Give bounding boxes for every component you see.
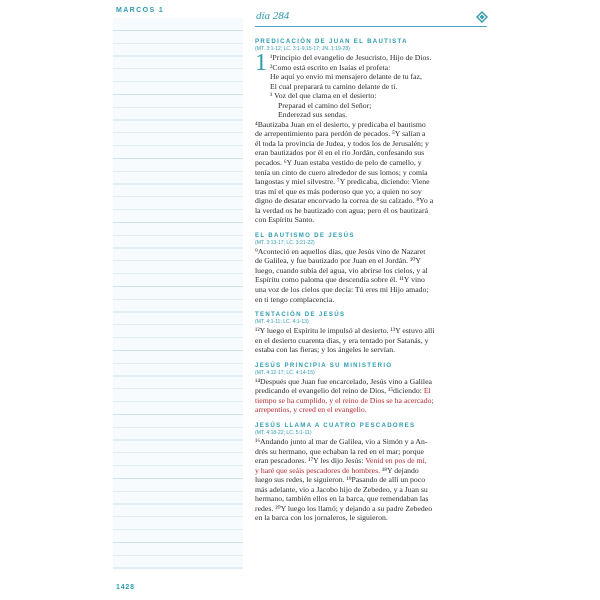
poetry-line: El cual preparará tu camino delante de ti.: [270, 81, 398, 91]
notes-column[interactable]: [113, 18, 243, 570]
section-text: [255, 50, 487, 225]
words-of-jesus: tiempo se ha cumplido, y el reino de Dios se ha acercado;: [255, 395, 434, 405]
section-tentacion-jesus: [255, 311, 487, 355]
paragraph-text: predicando el evangelio del reino de Dios, ¹⁵diciendo:: [255, 386, 422, 396]
section-heading: JESÚS LLAMA A CUATRO PESCADORES: [255, 421, 416, 429]
paragraph-line: en ti tengo complacencia.: [255, 294, 335, 304]
section-pescadores: [255, 422, 487, 523]
section-text: [255, 247, 487, 304]
section-references: (MT. 4:1-11; LC. 4:1-13): [255, 319, 309, 326]
paragraph-line: [255, 386, 487, 396]
poetry-line: ³ Voz del que clama en el desierto:: [270, 91, 377, 101]
paragraph-line: digno de desatar encorvado la correa de su calzado. ⁸Yo a: [255, 196, 434, 206]
paragraph-line: una voz de los cielos que decía: Tú eres mi Hijo amado;: [255, 285, 429, 295]
section-references: (MT. 4:18-22; LC. 5:1-11): [255, 429, 312, 436]
verse-line: ²Como está escrito en Isaías el profeta:: [270, 62, 391, 72]
day-label: día 284: [256, 10, 290, 22]
paragraph-line: en la barca con los jornaleros, le siguieron.: [255, 513, 388, 523]
paragraph-text: ¹⁸Y dejando: [381, 465, 419, 475]
paragraph-line: tras mí el que es más poderoso que yo, a quien no soy: [255, 186, 422, 196]
paragraph-line: de arrepentimiento para perdón de pecados. ⁵Y salían a: [255, 129, 426, 139]
paragraph-line: de Galilea, y fue bautizado por Juan en el Jordán. ¹⁰Y: [255, 256, 421, 266]
paragraph-line: Espíritu como paloma que descendía sobre él. ¹¹Y vino: [255, 275, 425, 285]
words-of-jesus: El: [423, 386, 431, 396]
section-references: (MT. 3:13-17; LC. 3:21-22): [255, 239, 315, 246]
paragraph-line: ⁹Aconteció en aquellos días, que Jesús vino de Nazaret: [255, 246, 426, 256]
leaf-icon: [476, 11, 488, 23]
section-ministerio: [255, 362, 487, 415]
poetry-line: Preparad el camino del Señor;: [278, 100, 372, 110]
paragraph-line: más adelante, vio a Jacobo hijo de Zebedeo, y a Juan su: [255, 484, 428, 494]
paragraph-line: luego sus redes, le siguieron. ¹⁹Pasando de allí un poco: [255, 475, 426, 485]
section-bautismo-jesus: [255, 232, 487, 304]
section-text: [255, 437, 487, 523]
paragraph-line: [255, 456, 487, 466]
paragraph-line: hermano, también ellos en la barca, que remendaban las: [255, 494, 429, 504]
paragraph-line: pecados. ⁶Y Juan estaba vestido de pelo de camello, y: [255, 158, 422, 168]
paragraph-line: luego, cuando subía del agua, vio abrirse los cielos, y al: [255, 265, 428, 275]
paragraph-text: eran pescadores. ¹⁷Y les dijo Jesús:: [255, 456, 364, 466]
paragraph-line: él toda la provincia de Judea, y todos los de Jerusalén; y: [255, 138, 429, 148]
page-number: 1428: [116, 584, 135, 591]
section-heading: EL BAUTISMO DE JESÚS: [255, 231, 355, 239]
day-header: [255, 10, 487, 27]
paragraph-line: eran bautizados por él en el río Jordán, confesando sus: [255, 148, 425, 158]
paragraph-line: ⁴Bautizaba Juan en el desierto, y predicaba el bautismo: [255, 119, 426, 129]
paragraph-line: la verdad os he bautizado con agua; pero él os bautizará: [255, 205, 429, 215]
paragraph-line: tenía un cinto de cuero alrededor de sus lomos; y comía: [255, 167, 428, 177]
words-of-jesus: arrepentíos, y creed en el evangelio.: [255, 405, 367, 415]
section-text: [255, 326, 487, 355]
section-heading: JESÚS PRINCIPIA SU MINISTERIO: [255, 361, 393, 369]
reading-column: [255, 10, 487, 523]
paragraph-line: en el desierto cuarenta días, y era tentado por Satanás, y: [255, 335, 429, 345]
paragraph-line: drés su hermano, que echaban la red en el mar; porque: [255, 446, 424, 456]
section-heading: PREDICACIÓN DE JUAN EL BAUTISTA: [255, 38, 408, 45]
paragraph-line: con Espíritu Santo.: [255, 215, 315, 225]
section-references: (MT. 4:12-17; LC. 4:14-15): [255, 369, 315, 376]
paragraph-line: ¹⁴Después que Juan fue encarcelado, Jesús vino a Galilea: [255, 376, 432, 386]
section-text: [255, 377, 487, 415]
section-references: (MT. 3:1-12; LC. 3:1-9,15-17; JN. 1:19-28): [255, 46, 350, 52]
section-predicacion-juan: [255, 38, 487, 225]
chapter-dropcap: 1: [255, 50, 267, 76]
paragraph-line: ¹⁶Andando junto al mar de Galilea, vio a Simón y a An-: [255, 436, 428, 446]
poetry-line: Enderezad sus sendas.: [278, 110, 348, 120]
paragraph-line: langostas y miel silvestre. ⁷Y predicaba, diciendo: Viene: [255, 177, 430, 187]
paragraph-line: [255, 466, 487, 476]
words-of-jesus: y haré que seáis pescadores de hombres.: [255, 465, 381, 475]
paragraph-line: estaba con las fieras; y los ángeles le servían.: [255, 345, 396, 355]
words-of-jesus: Venid en pos de mí,: [365, 456, 427, 466]
paragraph-line: redes. ²⁰Y luego los llamó; y dejando a su padre Zebedeo: [255, 503, 433, 513]
poetry-line: He aquí yo envío mi mensajero delante de tu faz,: [270, 72, 422, 82]
section-heading: TENTACIÓN DE JESÚS: [255, 311, 346, 319]
paragraph-line: ¹²Y luego el Espíritu le impulsó al desierto. ¹³Y estuvo allí: [255, 326, 435, 336]
verse-line: ¹Principio del evangelio de Jesucristo, Hijo de Dios.: [270, 53, 432, 62]
book-chapter-header: MARCOS 1: [116, 7, 165, 14]
